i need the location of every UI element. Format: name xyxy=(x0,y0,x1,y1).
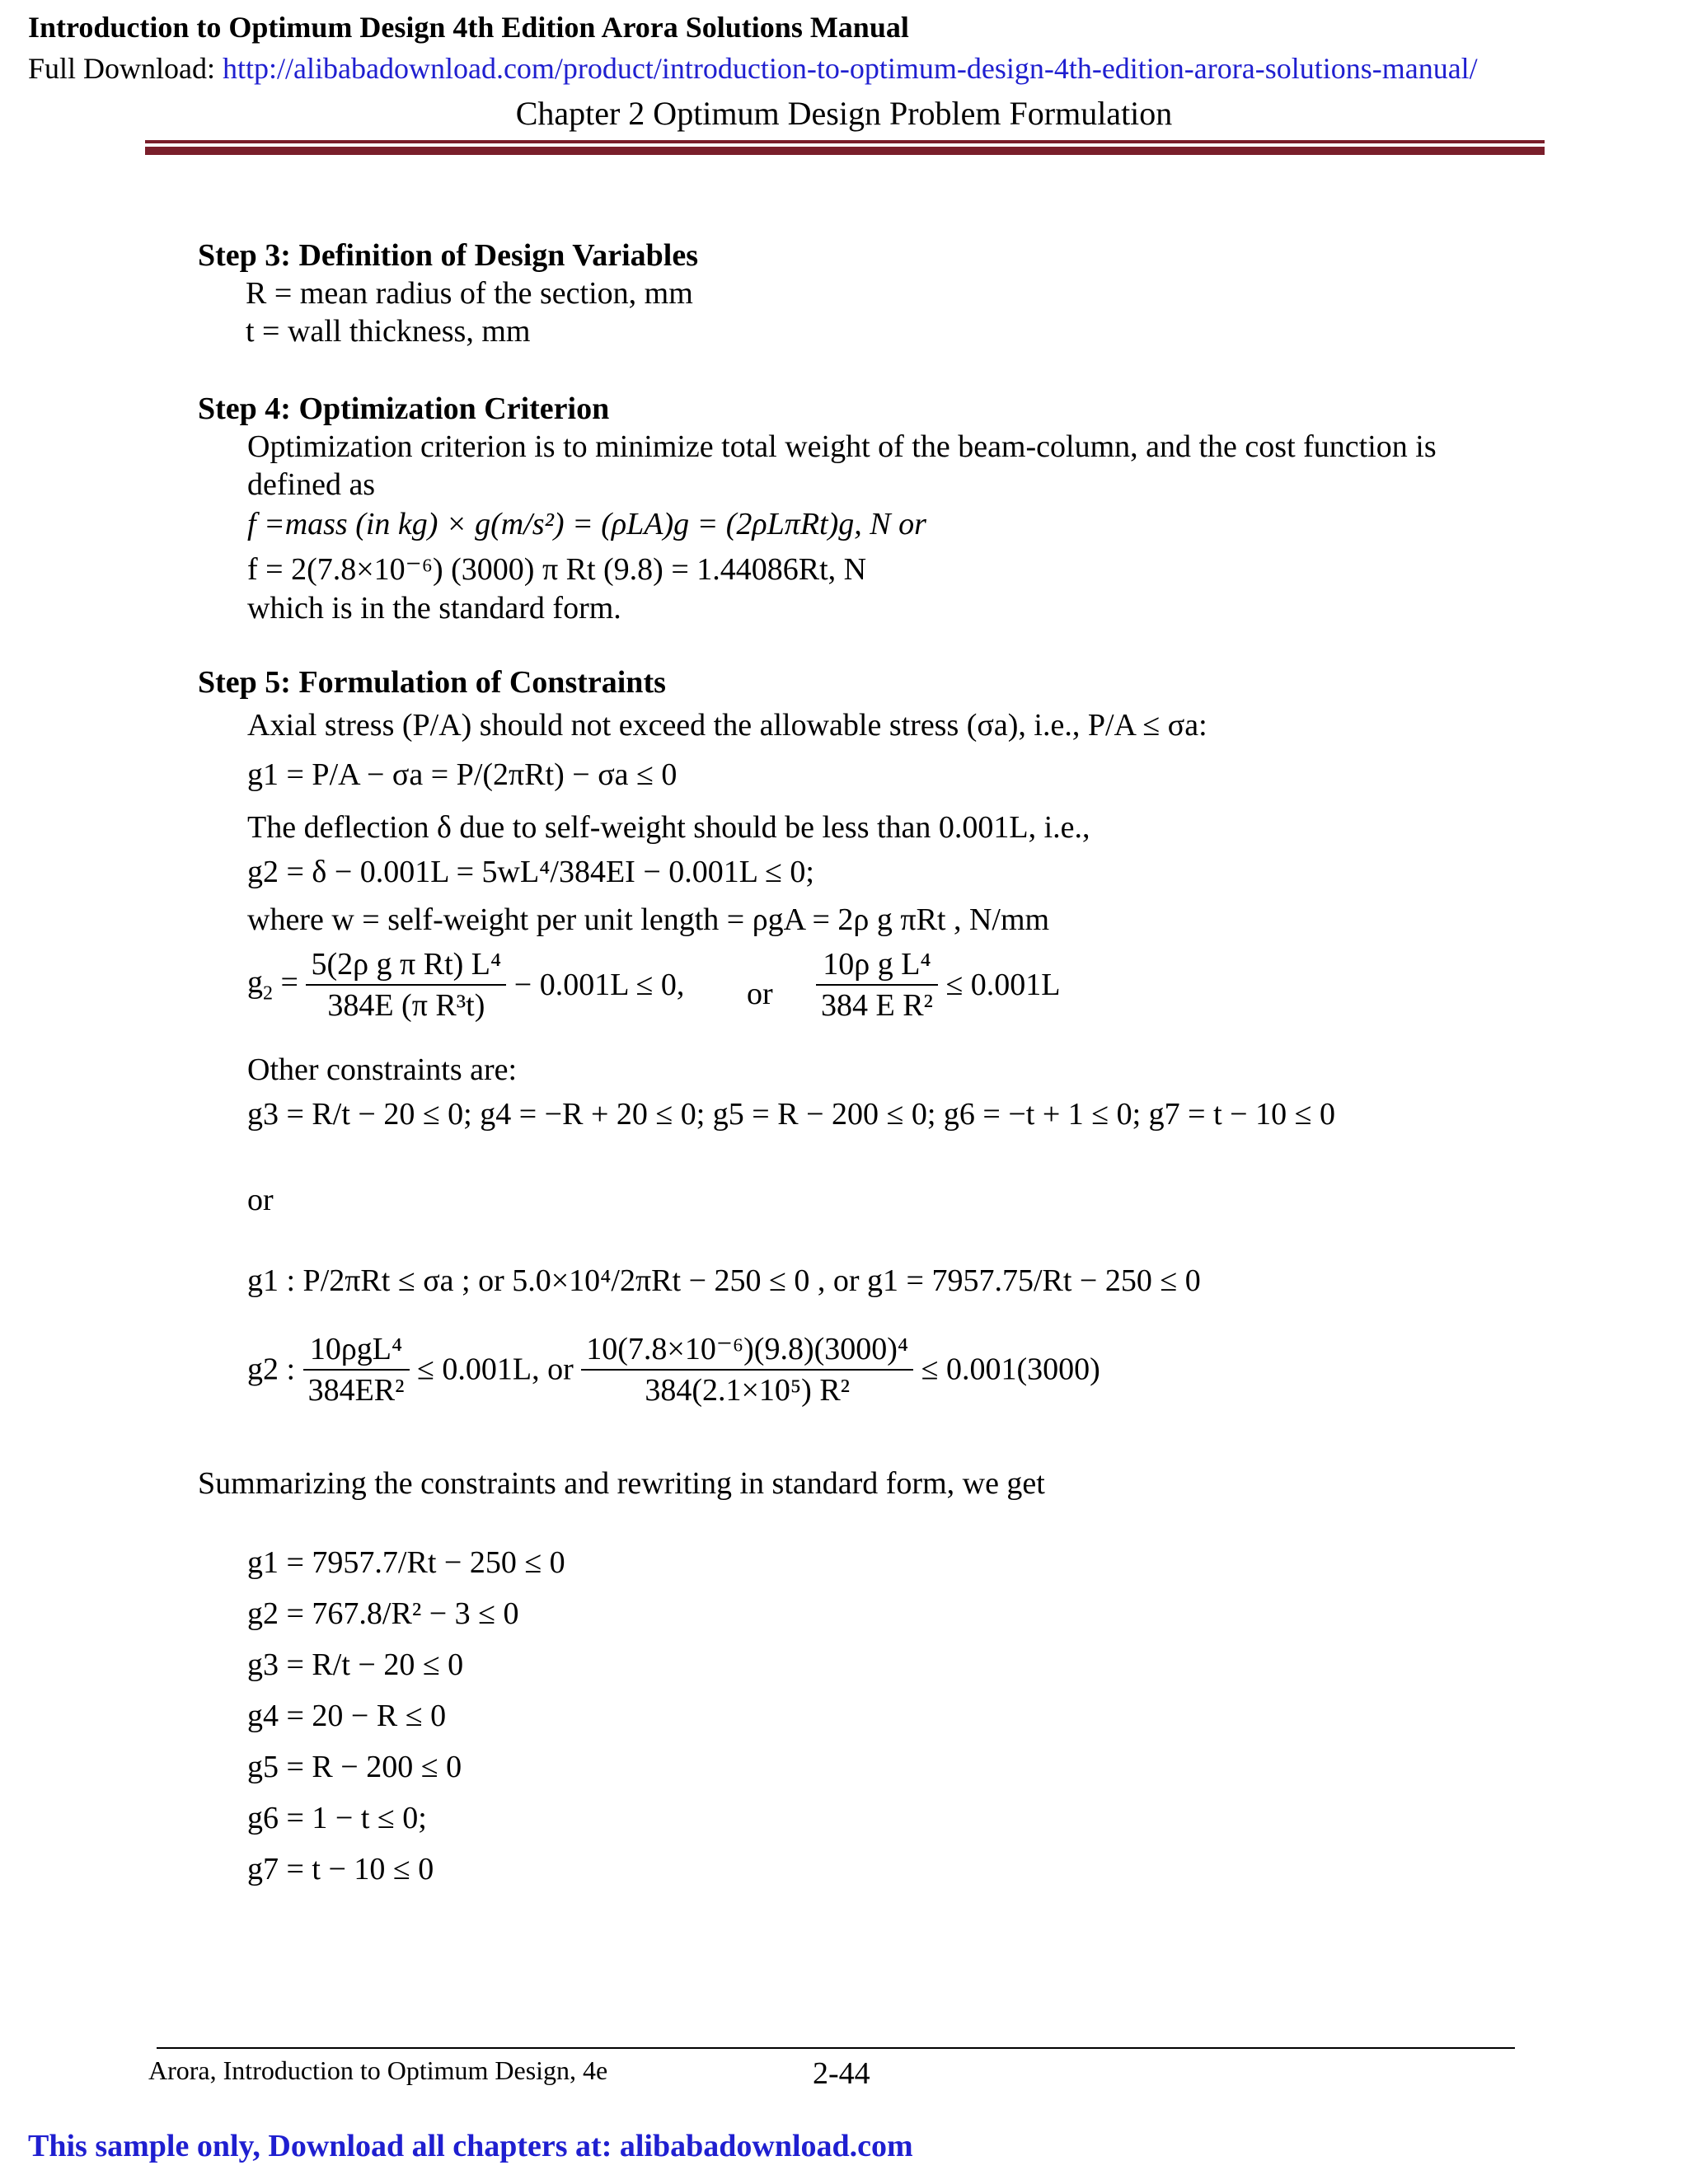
cost-function-eq1: f =mass (in kg) × g(m/s²) = (ρLA)g = (2ρLπRt)g, N or xyxy=(247,507,926,541)
page-number: 2-44 xyxy=(813,2056,870,2091)
standard-form-note: which is in the standard form. xyxy=(247,591,621,626)
g2b-denominator: 384ER² xyxy=(307,1372,405,1408)
download-link[interactable]: http://alibabadownload.com/product/introduction-to-optimum-design-4th-edition-arora-solutions-manual/ xyxy=(223,52,1478,85)
g2c-numerator: 10(7.8×10⁻⁶)(9.8)(3000)⁴ xyxy=(581,1330,913,1371)
chapter-heading: Chapter 2 Optimum Design Problem Formulation xyxy=(515,95,1173,132)
g2c-denominator: 384(2.1×10⁵) R² xyxy=(645,1373,851,1408)
deflection-text: The deflection δ due to self-weight should be less than 0.001L, i.e., xyxy=(247,810,1090,845)
axial-stress-text: Axial stress (P/A) should not exceed the allowable stress (σa), i.e., P/A ≤ σa: xyxy=(247,708,1207,743)
g2b-numerator: 10ρgL⁴ xyxy=(303,1331,410,1371)
g2-expanded-fraction xyxy=(306,946,506,1024)
g1-alternative-forms: g1 : P/2πRt ≤ σa ; or 5.0×10⁴/2πRt − 250 ≤ 0 , or g1 = 7957.75/Rt − 250 ≤ 0 xyxy=(247,1263,1201,1298)
header-rule-thin xyxy=(145,140,1545,143)
footer-rule xyxy=(157,2047,1515,2049)
g2-expanded-denominator: 384E (π R³t) xyxy=(327,988,485,1023)
promo-banner[interactable]: This sample only, Download all chapters at: alibabadownload.com xyxy=(28,2129,913,2163)
g2c-tail: ≤ 0.001(3000) xyxy=(921,1352,1100,1387)
g2b-fraction xyxy=(303,1331,410,1408)
g2-numeric-expression xyxy=(247,1330,1100,1408)
constraints-g3-to-g7: g3 = R/t − 20 ≤ 0; g4 = −R + 20 ≤ 0; g5 = R − 200 ≤ 0; g6 = −t + 1 ≤ 0; g7 = t − 10 ≤ 0 xyxy=(247,1097,1335,1132)
variable-t-definition: t = wall thickness, mm xyxy=(246,314,531,349)
variable-r-definition: R = mean radius of the section, mm xyxy=(246,276,693,311)
g2-simplified-denominator: 384 E R² xyxy=(821,988,933,1023)
step3-heading: Step 3: Definition of Design Variables xyxy=(198,238,698,273)
summary-g7: g7 = t − 10 ≤ 0 xyxy=(247,1852,434,1886)
or-connector-2: or xyxy=(247,1183,274,1217)
constraint-g1: g1 = P/A − σa = P/(2πRt) − σa ≤ 0 xyxy=(247,757,678,792)
self-weight-text: where w = self-weight per unit length = ρgA = 2ρ g πRt , N/mm xyxy=(247,902,1050,937)
g2-label: g2 : xyxy=(247,1352,296,1387)
g2-expanded-expression: $g_2$ = $\frac{\text{5(2ρ g π Rt) L⁴}}{\text{384E (π R³t)}}$ − 0.001L ≤ 0, xyxy=(247,947,685,1023)
g2-simplified-fraction xyxy=(816,946,938,1024)
or-connector-1: or xyxy=(747,977,773,1011)
download-line xyxy=(28,51,1478,86)
g2b-middle: ≤ 0.001L, or xyxy=(417,1352,574,1387)
summary-text: Summarizing the constraints and rewriting in standard form, we get xyxy=(198,1466,1045,1501)
other-constraints-text: Other constraints are: xyxy=(247,1052,518,1087)
summary-g1: g1 = 7957.7/Rt − 250 ≤ 0 xyxy=(247,1545,565,1580)
summary-g2: g2 = 767.8/R² − 3 ≤ 0 xyxy=(247,1596,519,1631)
step4-heading: Step 4: Optimization Criterion xyxy=(198,391,610,426)
summary-g5: g5 = R − 200 ≤ 0 xyxy=(247,1750,462,1784)
g2-expanded-numerator: 5(2ρ g π Rt) L⁴ xyxy=(306,946,506,986)
header-rule-thick xyxy=(145,147,1545,155)
constraint-g2: g2 = δ − 0.001L = 5wL⁴/384EI − 0.001L ≤ 0; xyxy=(247,855,814,889)
summary-g6: g6 = 1 − t ≤ 0; xyxy=(247,1801,427,1835)
criterion-text-1: Optimization criterion is to minimize total weight of the beam-column, and the cost function is xyxy=(247,429,1437,464)
g2-simplified-tail: ≤ 0.001L xyxy=(945,968,1061,1002)
g2c-fraction xyxy=(581,1330,913,1408)
document-title: Introduction to Optimum Design 4th Edition Arora Solutions Manual xyxy=(28,11,909,44)
cost-function-eq2: f = 2(7.8×10⁻⁶) (3000) π Rt (9.8) = 1.44086Rt, N xyxy=(247,552,867,587)
g2-simplified-numerator: 10ρ g L⁴ xyxy=(816,946,938,986)
g2-expanded-tail: − 0.001L ≤ 0, xyxy=(513,968,685,1002)
download-prefix: Full Download: xyxy=(28,52,223,85)
criterion-text-2: defined as xyxy=(247,467,376,502)
summary-g3: g3 = R/t − 20 ≤ 0 xyxy=(247,1647,464,1682)
step5-heading: Step 5: Formulation of Constraints xyxy=(198,665,666,700)
g2-simplified-expression xyxy=(816,946,1061,1024)
summary-g4: g4 = 20 − R ≤ 0 xyxy=(247,1699,447,1733)
footer-book-title: Arora, Introduction to Optimum Design, 4e xyxy=(148,2055,608,2085)
